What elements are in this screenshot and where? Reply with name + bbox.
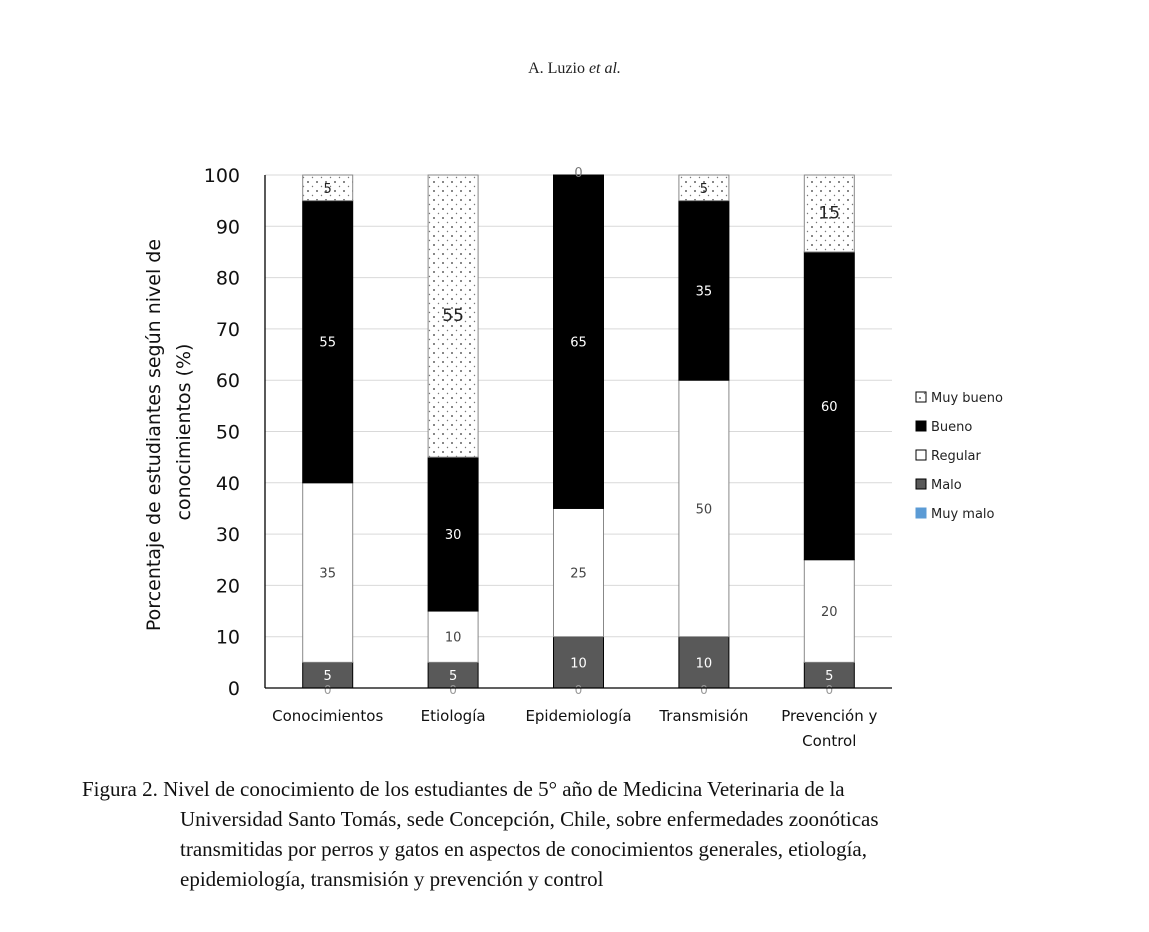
caption-line-3: transmitidas por perros y gatos en aspectos de conocimientos generales, etiología,: [180, 837, 867, 861]
y-tick-label: 100: [203, 165, 240, 187]
y-tick-label: 60: [215, 370, 240, 393]
legend-label: Muy bueno: [931, 391, 1003, 406]
y-tick-label: 80: [215, 267, 240, 290]
x-tick-label: Conocimientos: [272, 707, 384, 725]
data-label: 5: [825, 669, 834, 685]
data-label-zero: 0: [700, 683, 708, 697]
data-label: 15: [818, 203, 841, 224]
legend-item: [916, 391, 1003, 406]
legend-swatch: [916, 479, 926, 489]
legend-item: [916, 507, 995, 522]
data-label: 50: [695, 502, 713, 518]
legend-swatch: [916, 508, 926, 518]
x-tick-label: Epidemiología: [525, 707, 632, 725]
data-label-zero: 0: [449, 683, 457, 697]
legend-label: Bueno: [931, 420, 973, 435]
caption-line-4: epidemiología, transmisión y prevención y control: [180, 867, 604, 891]
data-label: 0: [574, 166, 583, 181]
legend-label: Regular: [931, 449, 981, 464]
data-label: 5: [448, 669, 458, 685]
caption-line-2: Universidad Santo Tomás, sede Concepción, Chile, sobre enfermedades zoonóticas: [180, 807, 879, 831]
legend-label: Muy malo: [931, 507, 995, 522]
y-tick-label: 50: [215, 421, 240, 444]
header-authors: A. Luzio: [528, 60, 585, 77]
data-label: 55: [442, 306, 464, 327]
legend-item: [916, 478, 962, 493]
y-tick-labels: [204, 165, 240, 700]
data-label: 20: [821, 605, 838, 621]
y-tick-label: 20: [215, 575, 240, 598]
data-label: 5: [699, 181, 709, 197]
x-tick-label: Control: [802, 732, 857, 750]
data-label: 30: [444, 528, 462, 544]
data-label-zero: 0: [574, 683, 583, 697]
data-label: 60: [821, 399, 838, 415]
data-label: 5: [323, 181, 332, 197]
y-tick-label: 70: [215, 318, 240, 341]
data-label: 65: [570, 335, 587, 351]
legend-swatch: [916, 421, 926, 431]
legend-item: [916, 420, 972, 435]
y-axis-label-line-2: conocimientos (%): [173, 343, 195, 521]
data-label-zero: 0: [825, 683, 834, 697]
y-tick-label: 30: [215, 524, 240, 547]
y-axis-label: [143, 233, 195, 631]
data-label: 10: [444, 630, 462, 646]
data-label: 55: [319, 335, 336, 351]
data-label: 35: [319, 566, 336, 582]
x-tick-label: Prevención y: [781, 707, 878, 725]
y-tick-label: 40: [215, 472, 240, 495]
x-tick-label: Transmisión: [659, 707, 749, 725]
figure-caption: [82, 774, 1032, 894]
data-label: 25: [570, 566, 587, 582]
y-tick-label: 0: [227, 678, 240, 700]
data-label: 10: [570, 656, 587, 672]
x-tick-labels: [272, 707, 877, 750]
header-etal: et al.: [588, 60, 621, 77]
data-label: 10: [695, 656, 713, 672]
data-label-zero: 0: [323, 683, 332, 697]
legend-item: [916, 449, 982, 464]
data-label: 35: [695, 284, 713, 300]
legend-swatch: [916, 392, 926, 402]
y-tick-label: 10: [215, 626, 240, 649]
y-tick-label: 90: [215, 216, 240, 239]
x-tick-label: Etiología: [420, 707, 486, 725]
legend-swatch: [916, 450, 926, 460]
legend-label: Malo: [931, 478, 962, 493]
y-axis-label-line-1: Porcentaje de estudiantes según nivel de: [143, 238, 165, 632]
data-label: 5: [323, 669, 332, 685]
caption-line-1: Figura 2. Nivel de conocimiento de los estudiantes de 5° año de Medicina Veterinaria de la: [82, 777, 845, 801]
legend: [916, 391, 1003, 522]
